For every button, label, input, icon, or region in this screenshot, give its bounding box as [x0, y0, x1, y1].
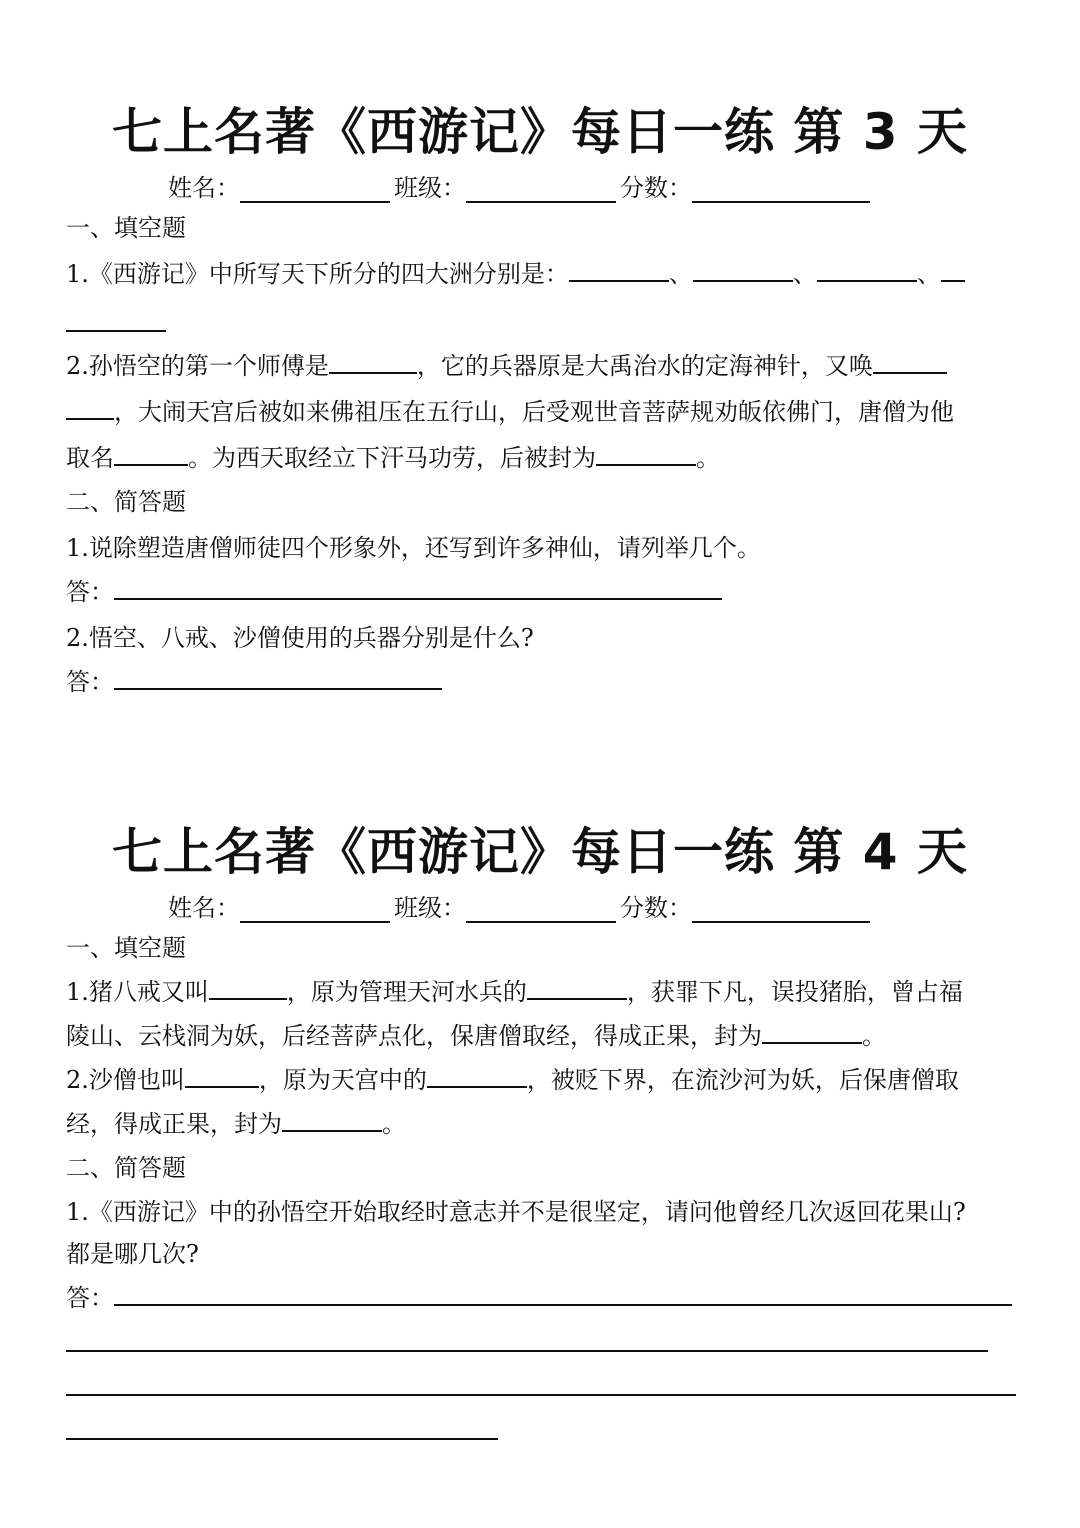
- day3-q1-sep-1: 、: [668, 260, 693, 288]
- day3-q2-line3: [66, 442, 1016, 474]
- day4-q2-blank-3[interactable]: [282, 1108, 382, 1132]
- day3-q2-part3: ，大闹天宫后被如来佛祖压在五行山，后受观世音菩萨规劝皈依佛门，唐僧为他: [114, 398, 954, 426]
- day4-q1-blank-1[interactable]: [209, 976, 287, 1000]
- day4-sq1-answer-line-3[interactable]: [66, 1394, 1016, 1396]
- day3-sq2-answer-label: 答：: [66, 668, 114, 696]
- day3-q2-part4: 取名: [66, 444, 114, 472]
- day3-class-blank[interactable]: [466, 177, 616, 203]
- day3-q1: [66, 258, 1016, 290]
- day4-q2-part2: ，原为天宫中的: [258, 1066, 427, 1094]
- day4-q1-part4: 陵山、云栈洞为妖，后经菩萨点化，保唐僧取经，得成正果，封为: [66, 1022, 762, 1050]
- day4-q1-part1: 1.猪八戒又叫: [66, 978, 209, 1006]
- day4-name-blank[interactable]: [240, 897, 390, 923]
- day4-q1-blank-2[interactable]: [527, 976, 627, 1000]
- day3-q1-blank-3[interactable]: [817, 258, 917, 282]
- day4-q1-part3: ，获罪下凡，误投猪胎，曾占福: [626, 978, 963, 1006]
- day3-q2-blank-4[interactable]: [596, 442, 696, 466]
- day3-q1-blank-1[interactable]: [569, 258, 669, 282]
- day4-sq1-line2: 都是哪几次?: [66, 1240, 199, 1268]
- day3-sq1-answer: [66, 576, 1016, 608]
- day3-section1-heading: 一、填空题: [66, 214, 186, 242]
- day3-q2-line2: [66, 396, 1016, 428]
- day4-q1-part2: ，原为管理天河水兵的: [286, 978, 527, 1006]
- day4-q2-line1: [66, 1064, 1016, 1096]
- day3-score-label: 分数：: [620, 174, 692, 202]
- day3-sq1: 1.说除塑造唐僧师徒四个形象外，还写到许多神仙，请列举几个。: [66, 534, 761, 562]
- day4-sq1-answer-line-1[interactable]: [114, 1282, 1012, 1306]
- day3-q1-sep-3: 、: [916, 260, 941, 288]
- day4-q2-part4: 经，得成正果，封为: [66, 1110, 282, 1138]
- day3-q2-line1: [66, 350, 1016, 382]
- day4-title: 七上名著《西游记》每日一练 第 4 天: [111, 823, 968, 881]
- day4-q1-blank-3[interactable]: [762, 1020, 862, 1044]
- day4-class-blank[interactable]: [466, 897, 616, 923]
- day4-sq1-line1: 1.《西游记》中的孙悟空开始取经时意志并不是很坚定，请问他曾经几次返回花果山?: [66, 1198, 966, 1226]
- day4-section2-heading: 二、简答题: [66, 1154, 186, 1182]
- day3-q1-blank-4b[interactable]: [66, 330, 166, 332]
- day4-q2-part1: 2.沙僧也叫: [66, 1066, 185, 1094]
- day4-q1-line2: [66, 1020, 1016, 1052]
- day4-sq1-answer-line-4[interactable]: [66, 1438, 498, 1440]
- day3-class-label: 班级：: [394, 174, 466, 202]
- day4-name-label: 姓名：: [168, 894, 240, 922]
- day4-q2-blank-1[interactable]: [185, 1064, 259, 1088]
- day3-q2-blank-2a[interactable]: [873, 350, 947, 374]
- day3-title: 七上名著《西游记》每日一练 第 3 天: [111, 103, 968, 161]
- day4-score-blank[interactable]: [692, 897, 870, 923]
- day4-q1-period: 。: [862, 1022, 886, 1050]
- day3-name-label: 姓名：: [168, 174, 240, 202]
- day3-sq1-answer-line[interactable]: [114, 576, 722, 600]
- day3-q1-blank-4a[interactable]: [941, 258, 965, 282]
- day3-q2-part2: ，它的兵器原是大禹治水的定海神针，又唤: [416, 352, 873, 380]
- day3-q2-part5: 。为西天取经立下汗马功劳，后被封为: [188, 444, 596, 472]
- day4-q2-period: 。: [382, 1110, 406, 1138]
- day3-q1-blank-2[interactable]: [693, 258, 793, 282]
- day4-section1-heading: 一、填空题: [66, 934, 186, 962]
- day4-class-label: 班级：: [394, 894, 466, 922]
- day4-q2-part3: ，被贬下界，在流沙河为妖，后保唐僧取: [526, 1066, 959, 1094]
- day3-q2-period: 。: [696, 444, 720, 472]
- day4-q2-blank-2[interactable]: [427, 1064, 527, 1088]
- day4-q2-line2: [66, 1108, 1016, 1140]
- day3-sq1-answer-label: 答：: [66, 578, 114, 606]
- day4-score-label: 分数：: [620, 894, 692, 922]
- day3-q2-blank-3[interactable]: [114, 442, 188, 466]
- day4-sq1-answer: [66, 1282, 1016, 1314]
- day3-q1-text: 1.《西游记》中所写天下所分的四大洲分别是：: [66, 260, 569, 288]
- day3-sq2: 2.悟空、八戒、沙僧使用的兵器分别是什么?: [66, 624, 534, 652]
- day3-q1-sep-2: 、: [792, 260, 817, 288]
- day3-q2-part1: 2.孙悟空的第一个师傅是: [66, 352, 329, 380]
- day4-info-row: [168, 888, 874, 923]
- day3-name-blank[interactable]: [240, 177, 390, 203]
- day3-q2-blank-1[interactable]: [329, 350, 417, 374]
- day3-score-blank[interactable]: [692, 177, 870, 203]
- day3-info-row: [168, 168, 874, 203]
- day3-q2-blank-2b[interactable]: [66, 396, 114, 420]
- day4-sq1-answer-line-2[interactable]: [66, 1350, 988, 1352]
- day3-sq2-answer-line[interactable]: [114, 666, 442, 690]
- day4-q1-line1: [66, 976, 1016, 1008]
- day4-sq1-answer-label: 答：: [66, 1284, 114, 1312]
- day3-sq2-answer: [66, 666, 1016, 698]
- day3-section2-heading: 二、简答题: [66, 488, 186, 516]
